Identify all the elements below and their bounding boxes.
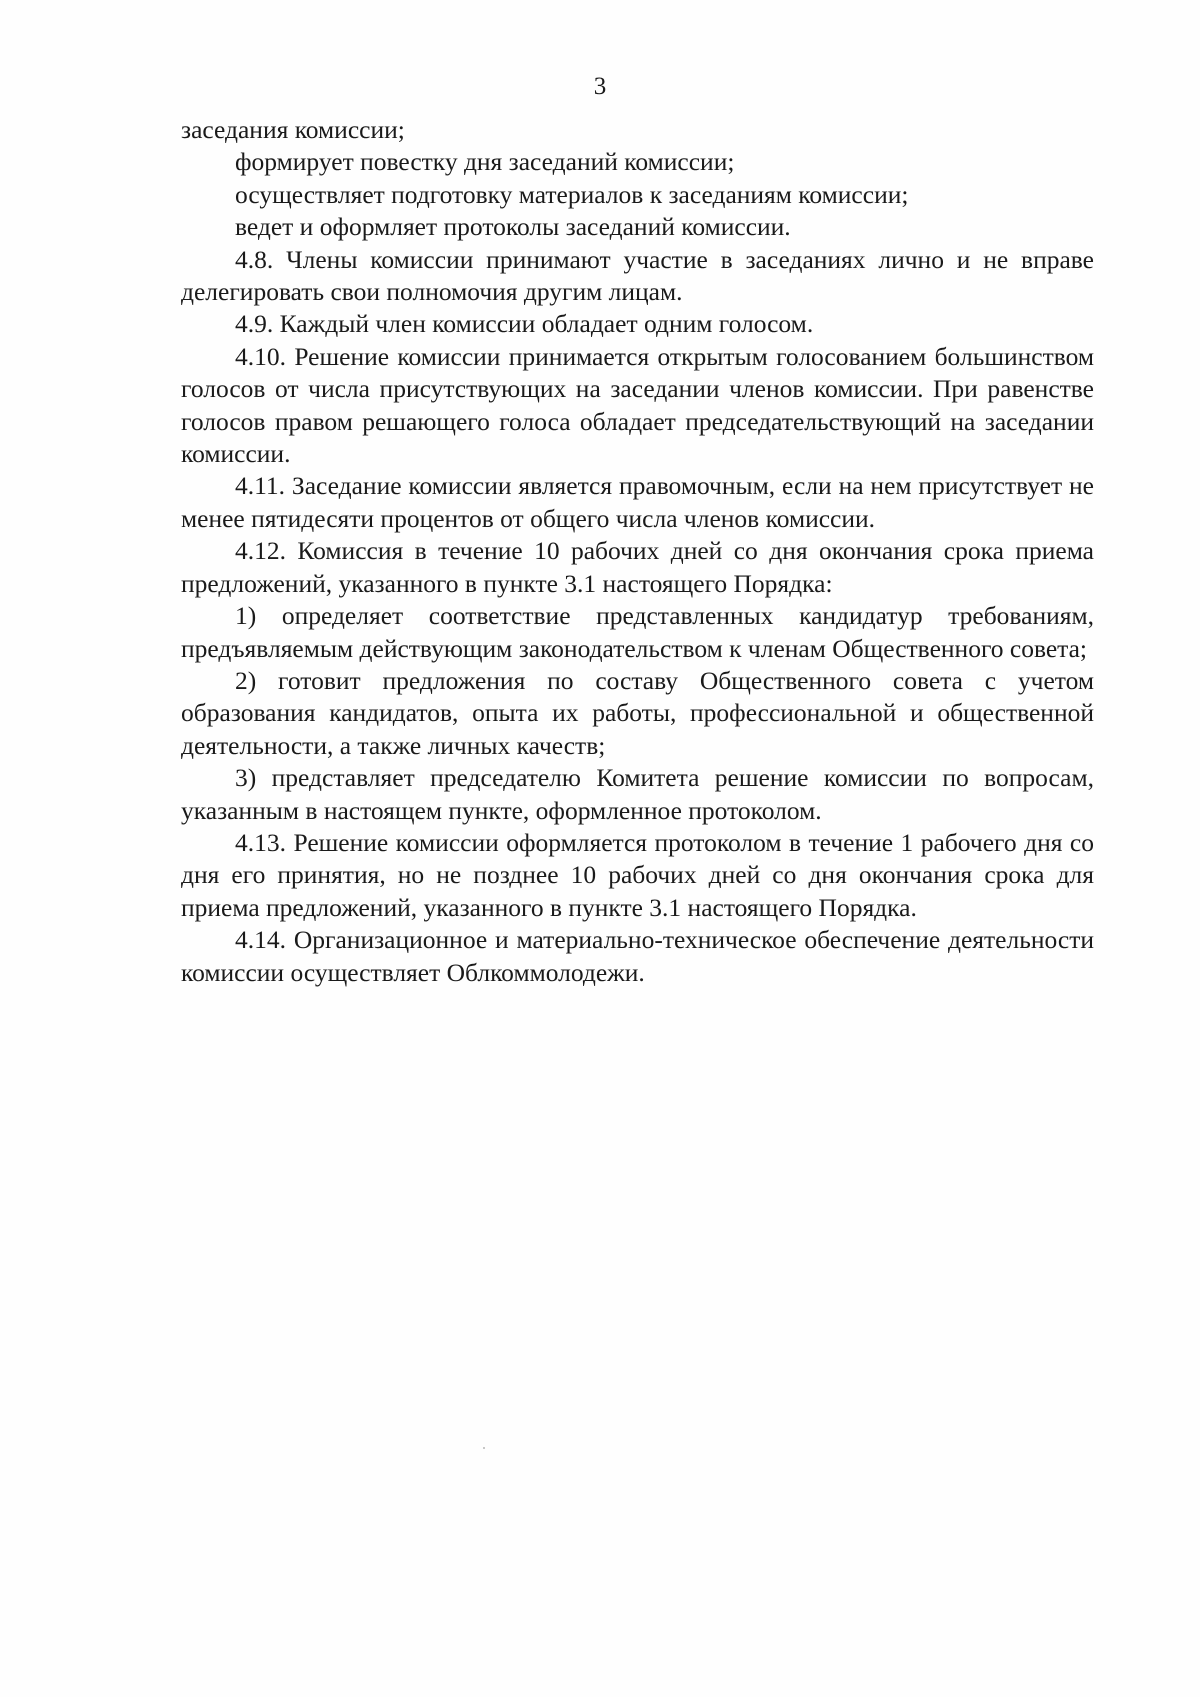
paragraph-4-14: 4.14. Организационное и материально-техническое обеспечение деятельности комиссии осуществляет Облкоммолодежи.	[181, 925, 1094, 987]
paragraph-4-12-item-3: 3) представляет председателю Комитета решение комиссии по вопросам, указанным в настоящем пункте, оформленное протоколом.	[181, 763, 1094, 825]
paragraph-4-11: 4.11. Заседание комиссии является правомочным, если на нем присутствует не менее пятидесяти процентов от общего числа членов комиссии.	[181, 471, 1094, 533]
page-number: 3	[593, 73, 607, 100]
paragraph-4-9: 4.9. Каждый член комиссии обладает одним голосом.	[235, 309, 814, 339]
paragraph-4-13: 4.13. Решение комиссии оформляется протоколом в течение 1 рабочего дня со дня его принятия, но не позднее 10 рабочих дней со дня окончания срока для приема предложений, указанного в пункте 3.1 настоящего Порядка.	[181, 827, 1094, 922]
paragraph-continuation: заседания комиссии;	[181, 115, 405, 144]
paragraph-4-8: 4.8. Члены комиссии принимают участие в заседаниях лично и не вправе делегировать свои полномочия другим лицам.	[181, 244, 1094, 307]
paragraph-4-12-item-2: 2) готовит предложения по составу Общественного совета с учетом образования кандидатов, опыта их работы, профессиональной и общественной деятельности, а также личных качеств;	[181, 665, 1094, 760]
paragraph-4-10: 4.10. Решение комиссии принимается открытым голосованием большинством голосов от числа присутствующих на заседании членов комиссии. При равенстве голосов правом решающего голоса обладает председательствующий на заседании комиссии.	[181, 341, 1094, 469]
paragraph-4-12: 4.12. Комиссия в течение 10 рабочих дней со дня окончания срока приема предложений, указанного в пункте 3.1 настоящего Порядка:	[181, 536, 1094, 598]
scan-artifact	[483, 1447, 485, 1449]
paragraph-agenda: формирует повестку дня заседаний комиссии;	[235, 147, 735, 177]
paragraph-4-12-item-1: 1) определяет соответствие представленных кандидатур требованиям, предъявляемым действующим законодательством к членам Общественного совета;	[181, 601, 1094, 663]
paragraph-materials: осуществляет подготовку материалов к заседаниям комиссии;	[235, 179, 909, 209]
paragraph-minutes: ведет и оформляет протоколы заседаний комиссии.	[235, 212, 791, 242]
document-body	[181, 114, 1094, 989]
